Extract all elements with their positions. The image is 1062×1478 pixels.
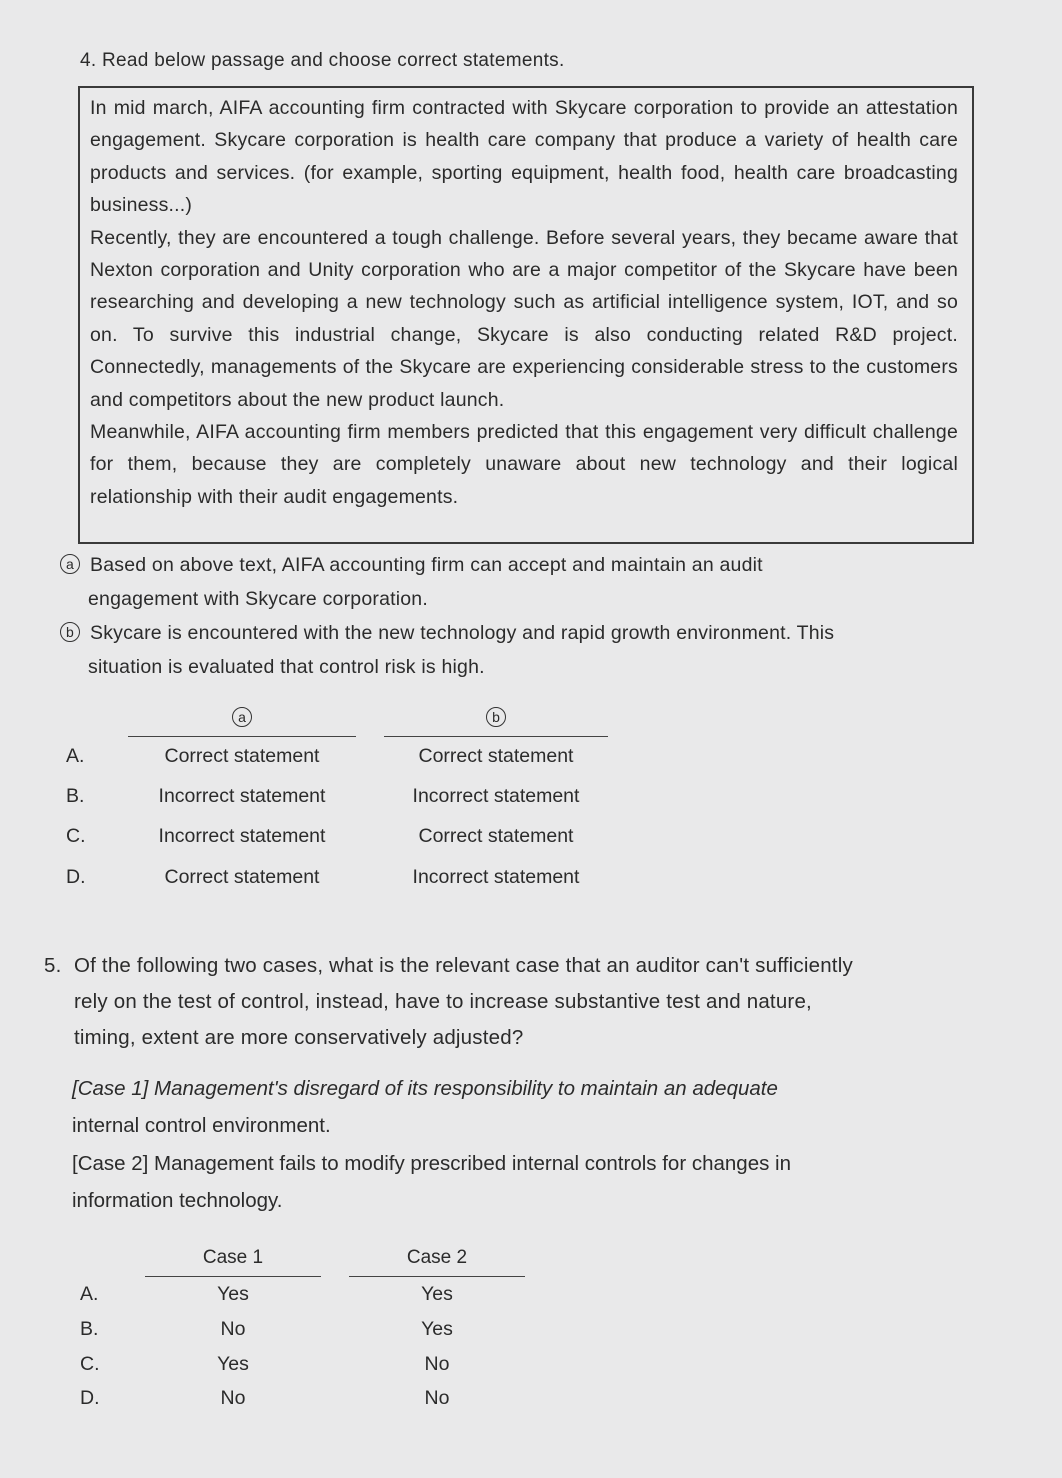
q4-option-C[interactable] bbox=[66, 825, 626, 851]
option-a-value: Incorrect statement bbox=[158, 825, 326, 847]
circled-b-mark: b bbox=[486, 707, 506, 727]
option-b-value: Incorrect statement bbox=[412, 866, 580, 888]
option-label: D. bbox=[66, 866, 86, 888]
case-2-line1: [Case 2] Management fails to modify prescribed internal controls for changes in bbox=[72, 1152, 792, 1175]
option-label: C. bbox=[66, 825, 86, 847]
case-1-line2: internal control environment. bbox=[72, 1114, 331, 1137]
option-label: B. bbox=[80, 1318, 99, 1340]
option-case1-value: No bbox=[220, 1318, 246, 1340]
question-5-line3: timing, extent are more conservatively adjusted? bbox=[74, 1026, 524, 1049]
passage-box bbox=[78, 86, 974, 544]
option-label: A. bbox=[80, 1283, 99, 1305]
question-5-line2: rely on the test of control, instead, have to increase substantive test and nature, bbox=[74, 990, 812, 1013]
option-label: B. bbox=[66, 785, 85, 807]
circled-a-mark: a bbox=[60, 554, 80, 574]
q4-column-b-rule bbox=[384, 736, 608, 737]
option-case1-value: Yes bbox=[217, 1283, 249, 1305]
statement-a-line1: Based on above text, AIFA accounting firm can accept and maintain an audit bbox=[90, 554, 763, 576]
option-a-value: Correct statement bbox=[164, 866, 320, 888]
passage-paragraph-3: Meanwhile, AIFA accounting firm members predicted that this engagement very difficult challenge for them, because they are completely unaware about new technology and their logical relationship with their audit engagements. bbox=[90, 421, 958, 508]
passage-paragraph-1: In mid march, AIFA accounting firm contracted with Skycare corporation to provide an attestation engagement. Skycare corporation is health care company that produce a variety of health care products and services. (for example, sporting equipment, health food, health care broadcasting business...) bbox=[90, 97, 958, 217]
option-label: D. bbox=[80, 1387, 100, 1409]
option-b-value: Correct statement bbox=[418, 745, 574, 767]
option-label: C. bbox=[80, 1353, 100, 1375]
q4-column-a-header bbox=[128, 706, 356, 728]
option-a-value: Correct statement bbox=[164, 745, 320, 767]
q5-option-B[interactable] bbox=[80, 1318, 540, 1344]
option-case1-value: Yes bbox=[217, 1353, 249, 1375]
q5-column-case2-header: Case 2 bbox=[406, 1247, 468, 1268]
case-2 bbox=[72, 1145, 942, 1219]
q4-option-B[interactable] bbox=[66, 785, 626, 811]
q5-option-C[interactable] bbox=[80, 1353, 540, 1379]
question-5-text bbox=[44, 948, 999, 1056]
option-case2-value: No bbox=[424, 1387, 450, 1409]
case-2-line2: information technology. bbox=[72, 1189, 283, 1212]
q4-column-a-rule bbox=[128, 736, 356, 737]
statement-b-line1: Skycare is encountered with the new technology and rapid growth environment. This bbox=[90, 622, 835, 644]
q4-option-A[interactable] bbox=[66, 745, 626, 771]
question-5-line1: Of the following two cases, what is the relevant case that an auditor can't sufficiently bbox=[74, 954, 853, 977]
option-label: A. bbox=[66, 745, 85, 767]
option-b-value: Correct statement bbox=[418, 825, 574, 847]
q5-column-case1-header: Case 1 bbox=[202, 1247, 264, 1268]
option-case1-value: No bbox=[220, 1387, 246, 1409]
q5-option-A[interactable] bbox=[80, 1283, 540, 1309]
q5-option-D[interactable] bbox=[80, 1387, 540, 1413]
statement-b bbox=[60, 616, 990, 684]
q5-column-case1-rule bbox=[145, 1276, 321, 1277]
option-case2-value: Yes bbox=[421, 1318, 453, 1340]
statement-b-line2: situation is evaluated that control risk is high. bbox=[88, 656, 485, 678]
statement-a-line2: engagement with Skycare corporation. bbox=[88, 588, 428, 610]
case-1-line1: [Case 1] Management's disregard of its responsibility to maintain an adequate bbox=[72, 1077, 778, 1100]
option-case2-value: No bbox=[424, 1353, 450, 1375]
option-a-value: Incorrect statement bbox=[158, 785, 326, 807]
case-1 bbox=[72, 1070, 942, 1144]
circled-a-mark: a bbox=[232, 707, 252, 727]
q5-column-case2-rule bbox=[349, 1276, 525, 1277]
statement-a bbox=[60, 548, 990, 616]
question-5-number: 5. bbox=[44, 954, 62, 977]
q4-column-b-header bbox=[384, 706, 608, 728]
option-b-value: Incorrect statement bbox=[412, 785, 580, 807]
q4-option-D[interactable] bbox=[66, 866, 626, 892]
option-case2-value: Yes bbox=[421, 1283, 453, 1305]
passage-paragraph-2: Recently, they are encountered a tough challenge. Before several years, they became aware that Nexton corporation and Unity corporation who are a major competitor of the Skycare have been researching and developing a new technology such as artificial intelligence system, IOT, and so on. To survive this industrial change, Skycare is also conducting related R&D project. Connectedly, managements of the Skycare are experiencing considerable stress to the customers and competitors about the new product launch. bbox=[90, 226, 958, 411]
question-4-title: 4. Read below passage and choose correct statements. bbox=[80, 50, 565, 71]
circled-b-mark: b bbox=[60, 622, 80, 642]
